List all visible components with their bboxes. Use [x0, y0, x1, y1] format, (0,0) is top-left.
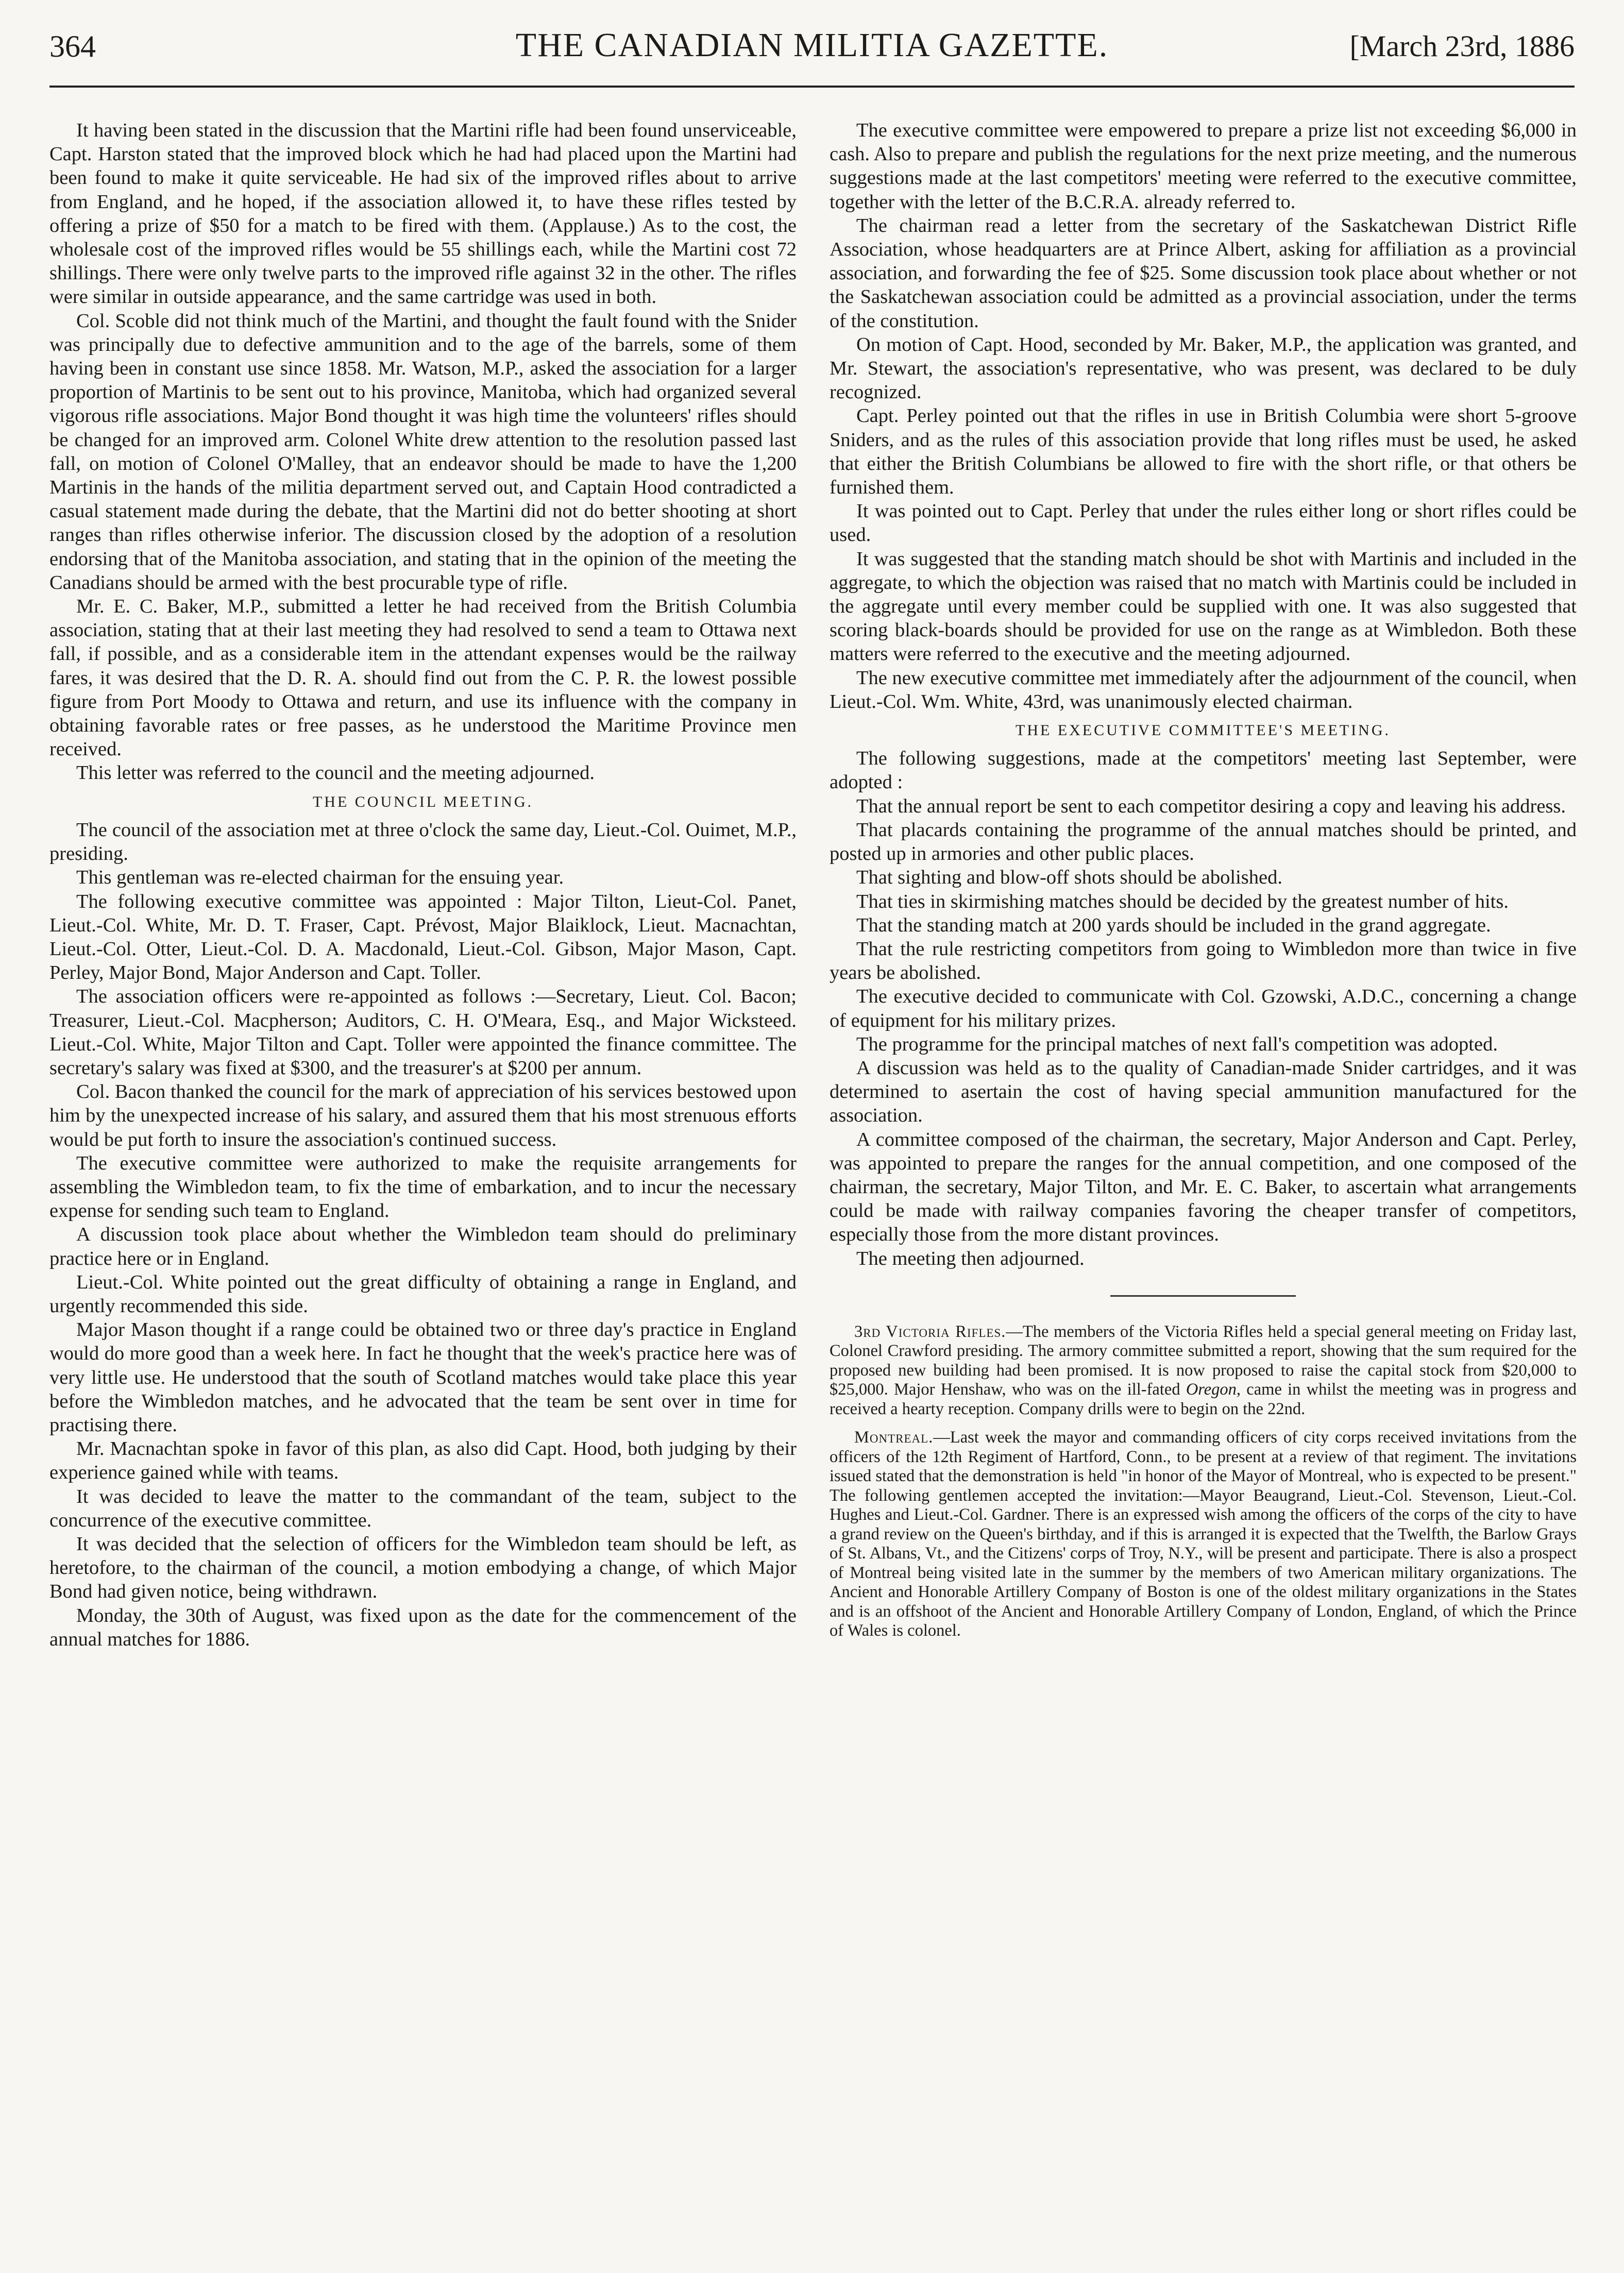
article-paragraph: Col. Scoble did not think much of the Martini, and thought the fault found with the Snider was principally due to defective ammunition and to the age of the barrels, some of them having been in constant use since 1858. Mr. Watson, M.P., asked the association for a larger proportion of Martinis to be sent out to his province, Manitoba, which had organized several vigorous rifle associations. Major Bond thought it was high time the volunteers' rifles should be changed for an improved arm. Colonel White drew attention to the resolution passed last fall, on motion of Colonel O'Malley, that an endeavor should be made to have the 1,200 Martinis in the hands of the militia department served out, and Captain Hood contradicted a casual statement made during the debate, that the Martini did not do better shooting at short ranges than rifles otherwise inferior. The discussion closed by the adoption of a resolution endorsing that of the Manitoba association, and stating that in the opinion of the meeting the Canadians should be armed with the best procurable type of rifle.: [49, 310, 797, 593]
article-paragraph: The following suggestions, made at the competitors' meeting last September, were adopted :: [830, 748, 1577, 793]
article-paragraph: It was suggested that the standing match should be shot with Martinis and included in the aggregate, to which the objection was raised that no match with Martinis could be included in the aggregate until every member could be supplied with one. It was also suggested that scoring black-boards should be provided for use on the range as at Wimbledon. Both these matters were referred to the executive and the meeting adjourned.: [830, 548, 1577, 665]
article-paragraph: Capt. Perley pointed out that the rifles in use in British Columbia were short 5-groove Sniders, and as the rules of this association provide that long rifles must be used, he asked that either the British Columbians be allowed to fire with the short rifle, or that others be furnished them.: [830, 405, 1577, 499]
article-paragraph: That the rule restricting competitors from going to Wimbledon more than twice in five years be abolished.: [830, 938, 1577, 984]
council-meeting-heading: THE COUNCIL MEETING.: [312, 793, 533, 810]
article-paragraph: The executive committee were authorized to make the requisite arrangements for assembling the Wimbledon team, to fix the time of embarkation, and to incur the necessary expense for sending such team to England.: [49, 1152, 797, 1222]
article-paragraph: The following executive committee was appointed : Major Tilton, Lieut-Col. Panet, Lieut.-Col. White, Mr. D. T. Fraser, Capt. Prévost, Major Blaiklock, Lieut. Macnachtan, Lieut.-Col. Otter, Lieut.-Col. D. A. Macdonald, Lieut.-Col. Gibson, Major Mason, Capt. Perley, Major Bond, Major Anderson and Capt. Toller.: [49, 890, 797, 984]
header-rule: [49, 86, 1575, 88]
news-note: [830, 1428, 1577, 1641]
page-number: 364: [49, 29, 96, 63]
article-paragraph: Col. Bacon thanked the council for the mark of appreciation of his services bestowed upon him by the unexpected increase of his salary, and assured them that his most strenuous efforts would be put forth to insure the association's continued success.: [49, 1081, 797, 1150]
article-paragraph: A committee composed of the chairman, the secretary, Major Anderson and Capt. Perley, was appointed to prepare the ranges for the annual competition, and one composed of the chairman, the secretary, Major Tilton, and Mr. E. C. Baker, to ascertain what arrangements could be made with railway companies favoring the cheaper transfer of competitors, especially those from the more distant provinces.: [830, 1128, 1577, 1246]
note-heading: 3rd Victoria Rifles.: [854, 1322, 1006, 1341]
article-paragraph: Mr. E. C. Baker, M.P., submitted a letter he had received from the British Columbia association, stating that at their last meeting they had resolved to send a team to Ottawa next fall, if possible, and as a considerable item in the attendant expenses would be the railway fares, it was desired that the D. R. A. should find out from the C. P. R. the lowest possible figure from Port Moody to Ottawa and return, and use its influence with the company in obtaining favorable rates or free passes, as he understood the Maritime Province men received.: [49, 596, 797, 760]
article-paragraph: On motion of Capt. Hood, seconded by Mr. Baker, M.P., the application was granted, and Mr. Stewart, the association's representative, who was present, was declared to be duly recognized.: [830, 333, 1577, 403]
article-paragraph: That the standing match at 200 yards should be included in the grand aggregate.: [856, 914, 1491, 936]
note-italic: Oregon: [1186, 1380, 1237, 1399]
right-column: [830, 118, 1577, 1650]
article-paragraph: A discussion was held as to the quality of Canadian-made Snider cartridges, and it was determined to asertain the cost of having special ammunition manufactured for the association.: [830, 1057, 1577, 1127]
article-paragraph: It was decided that the selection of officers for the Wimbledon team should be left, as heretofore, to the chairman of the council, a motion embodying a change, of which Major Bond had given notice, being withdrawn.: [49, 1533, 797, 1603]
article-paragraph: The meeting then adjourned.: [856, 1247, 1085, 1269]
article-paragraph: That placards containing the programme of the annual matches should be printed, and posted up in armories and other public places.: [830, 819, 1577, 865]
article-paragraph: The executive committee were empowered to prepare a prize list not exceeding $6,000 in cash. Also to prepare and publish the regulations for the next prize meeting, and the numerous suggestions made at the last competitors' meeting were referred to the executive committee, together with the letter of the B.C.R.A. already referred to.: [830, 120, 1577, 213]
article-paragraph: Monday, the 30th of August, was fixed upon as the date for the commencement of the annual matches for 1886.: [49, 1604, 797, 1650]
article-paragraph: It having been stated in the discussion that the Martini rifle had been found unserviceable, Capt. Harston stated that the improved block which he had had placed upon the Martini had been found to make it quite serviceable. He had six of the improved rifles about to arrive from England, and he hoped, if the association allowed it, to have these rifles tested by offering a prize of $50 for a match to be fired with them. (Applause.) As to the cost, the wholesale cost of the improved rifles would be 55 shillings each, while the Martini cost 72 shillings. There were only twelve parts to the improved rifle against 32 in the other. The rifles were similar in outside appearance, and the same cartridge was used in both.: [49, 120, 797, 308]
article-paragraph: The chairman read a letter from the secretary of the Saskatchewan District Rifle Association, whose headquarters are at Prince Albert, asking for affiliation as a provincial association, and forwarding the fee of $25. Some discussion took place about whether or not the Saskatchewan association could be admitted as a provincial association, under the terms of the constitution.: [830, 214, 1577, 332]
left-column: [49, 118, 797, 1651]
article-paragraph: This letter was referred to the council and the meeting adjourned.: [76, 762, 595, 784]
article-paragraph: The council of the association met at three o'clock the same day, Lieut.-Col. Ouimet, M.P., presiding.: [49, 819, 797, 865]
article-paragraph: Major Mason thought if a range could be obtained two or three day's practice in England would do more good than a week here. In fact he thought that the week's practice here was of very little use. He understood that the south of Scotland matches would take place this year before the Wimbledon matches, and he advocated that the team be sent over in time for practising there.: [49, 1319, 797, 1436]
note-text: —Last week the mayor and commanding officers of city corps received invitations from the officers of the 12th Regiment of Hartford, Conn., to be present at a review of that regiment. The invitations issued stated that the demonstration is held "in honor of the Mayor of Montreal, who is expected to be present." The following gentlemen accepted the invitation:—Mayor Beaugrand, Lieut.-Col. Stevenson, Lieut.-Col. Hughes and Lieut.-Col. Gardner. There is an expressed wish among the officers of the corps of the city to have a grand review on the Queen's birthday, and if this is arranged it is expected that the Twelfth, the Barlow Grays of St. Albans, Vt., and the Citizens' corps of Troy, N.Y., will be present and participate. There is also a prospect of Montreal being visited late in the summer by the members of two American military organizations. The Ancient and Honorable Artillery Company of Boston is one of the oldest military organizations in the States and is an offshoot of the Ancient and Honorable Artillery Company of London, England, of which the Prince of Wales is colonel.: [830, 1428, 1577, 1640]
article-paragraph: A discussion took place about whether the Wimbledon team should do preliminary practice here or in England.: [49, 1224, 797, 1269]
article-paragraph: That sighting and blow-off shots should be abolished.: [856, 867, 1282, 889]
article-paragraph: This gentleman was re-elected chairman for the ensuing year.: [76, 867, 564, 889]
section-divider: [1110, 1295, 1296, 1297]
article-paragraph: It was pointed out to Capt. Perley that under the rules either long or short rifles could be used.: [830, 500, 1577, 546]
article-paragraph: The new executive committee met immediately after the adjournment of the council, when Lieut.-Col. Wm. White, 43rd, was unanimously elected chairman.: [830, 667, 1577, 713]
executive-meeting-heading: THE EXECUTIVE COMMITTEE'S MEETING.: [1016, 722, 1391, 739]
note-text: —The members of the Victoria Rifles held a special general meeting on Friday last, Colonel Crawford presiding. The armory committee submitted a report, showing that the sum required for the proposed new building had been promised. It is now proposed to raise the capital stock from $20,000 to $25,000. Major Henshaw, who was on the ill-fated: [830, 1322, 1577, 1399]
note-text: , came in whilst the meeting was in progress and received a hearty reception. Company drills were to begin on the 22nd.: [830, 1380, 1577, 1418]
article-paragraph: The programme for the principal matches of next fall's competition was adopted.: [856, 1033, 1498, 1055]
article-paragraph: That ties in skirmishing matches should be decided by the greatest number of hits.: [856, 890, 1509, 912]
masthead-title: THE CANADIAN MILITIA GAZETTE.: [515, 26, 1109, 64]
article-paragraph: It was decided to leave the matter to the commandant of the team, subject to the concurrence of the executive committee.: [49, 1485, 797, 1531]
news-note: [830, 1322, 1577, 1419]
article-paragraph: Lieut.-Col. White pointed out the great difficulty of obtaining a range in England, and urgently recommended this side.: [49, 1271, 797, 1317]
article-paragraph: That the annual report be sent to each competitor desiring a copy and leaving his address.: [856, 795, 1566, 817]
article-paragraph: The association officers were re-appointed as follows :—Secretary, Lieut. Col. Bacon; Treasurer, Lieut.-Col. Macpherson; Auditors, C. H. O'Meara, Esq., and Major Wicksteed. Lieut.-Col. White, Major Tilton and Capt. Toller were appointed the finance committee. The secretary's salary was fixed at $300, and the treasurer's at $200 per annum.: [49, 986, 797, 1079]
note-heading: Montreal.: [854, 1428, 934, 1447]
article-paragraph: Mr. Macnachtan spoke in favor of this plan, as also did Capt. Hood, both judging by their experience gained while with teams.: [49, 1438, 797, 1484]
article-paragraph: The executive decided to communicate with Col. Gzowski, A.D.C., concerning a change of equipment for his military prizes.: [830, 986, 1577, 1031]
issue-date: [March 23rd, 1886: [1349, 29, 1575, 63]
news-notes: [830, 1322, 1577, 1641]
